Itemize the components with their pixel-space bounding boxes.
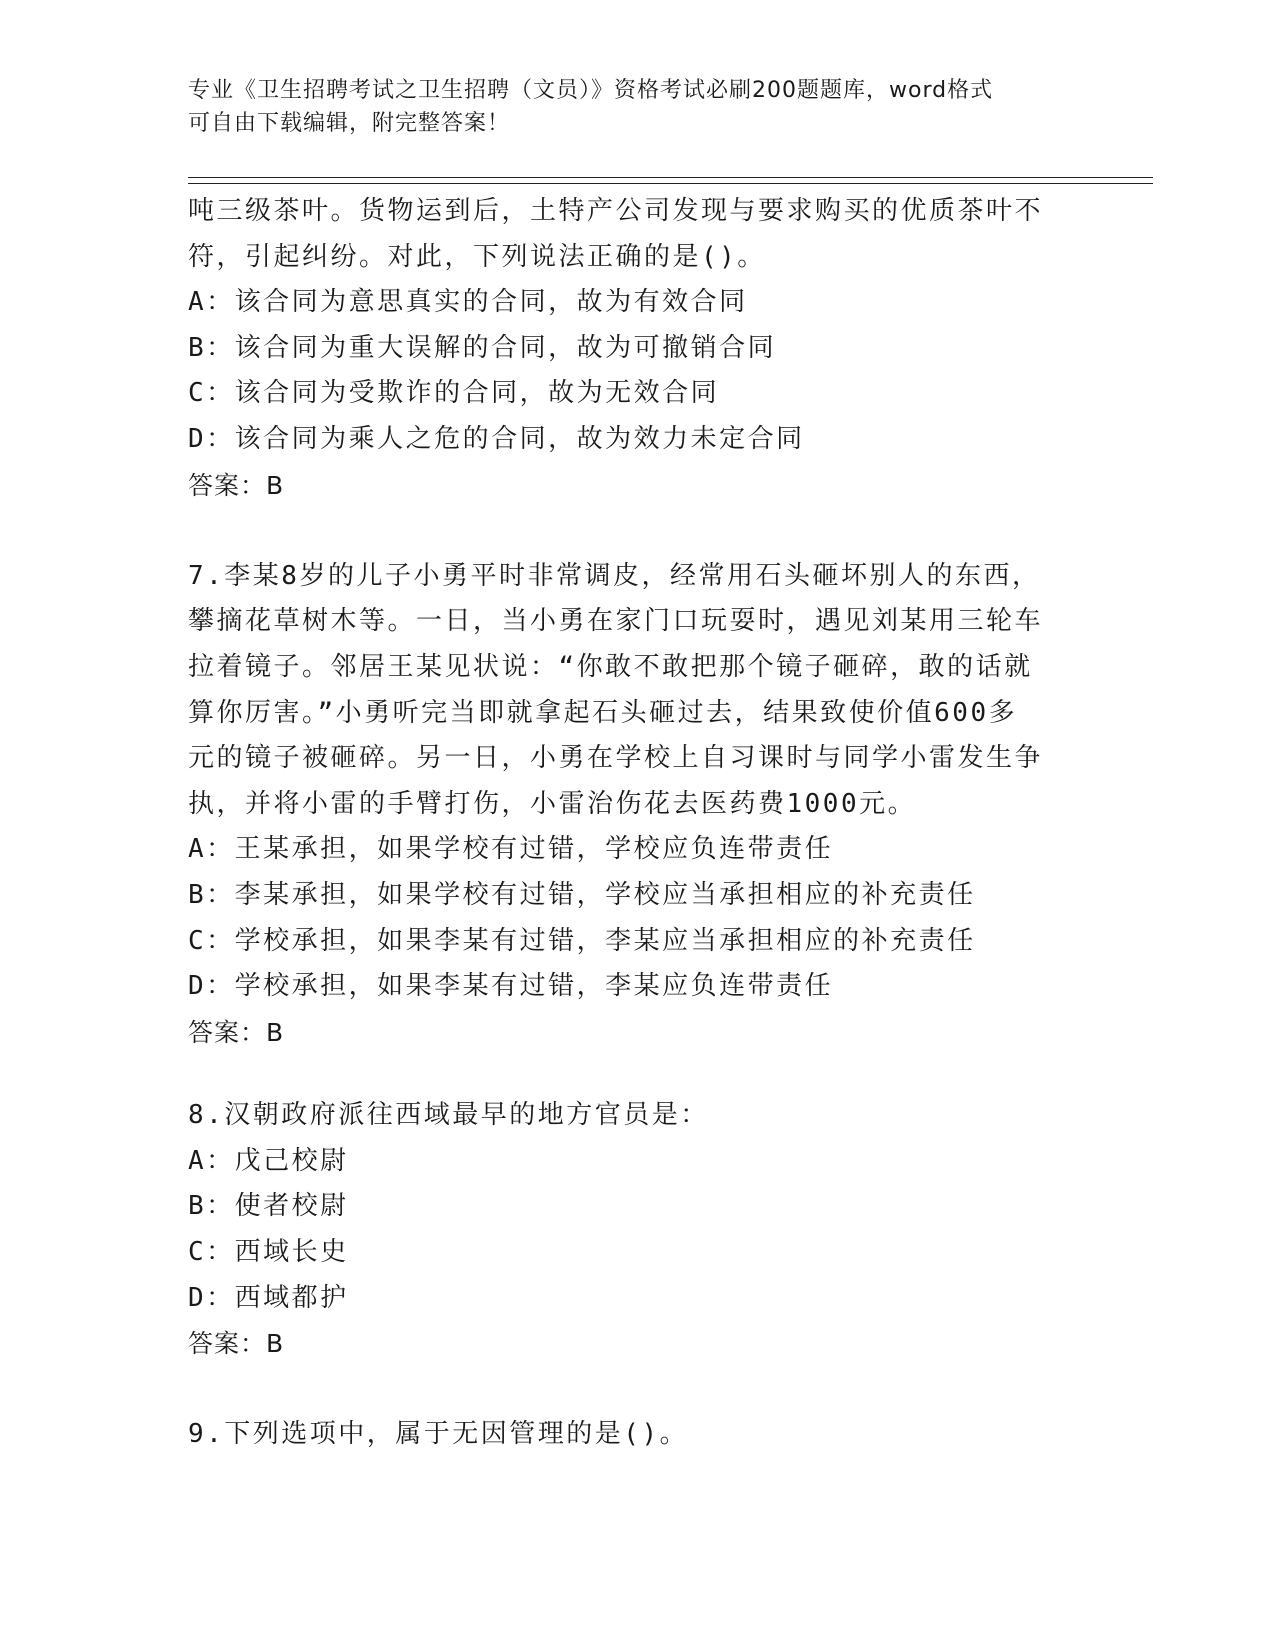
question-text-line: 算你厉害。”小勇听完当即就拿起石头砸过去，结果致使价值600多 (188, 697, 1018, 728)
question-text-line: 拉着镜子。邻居王某见状说：“你敢不敢把那个镜子砸碎，敢的话就 (188, 651, 1033, 682)
document-header (188, 74, 1088, 140)
answer-label: 答案：B (188, 1329, 285, 1359)
spacer (188, 1055, 1108, 1093)
spacer (188, 1367, 1108, 1413)
question-text-line: 元的镜子被砸碎。另一日，小勇在学校上自习课时与同学小雷发生争 (188, 743, 1044, 774)
question-text-line: 8.汉朝政府派往西域最早的地方官员是： (188, 1100, 709, 1131)
option-a: A：戊己校尉 (188, 1145, 349, 1176)
option-c: C：该合同为受欺诈的合同，故为无效合同 (188, 378, 720, 409)
answer-label: 答案：B (188, 1017, 285, 1047)
question-9 (188, 1412, 1108, 1458)
header-divider-bottom (188, 183, 1153, 184)
option-b: B：该合同为重大误解的合同，故为可撤销合同 (188, 332, 777, 363)
option-d: D：学校承担，如果李某有过错，李某应负连带责任 (188, 971, 834, 1002)
option-b: B：李某承担，如果学校有过错，学校应当承担相应的补充责任 (188, 879, 976, 910)
header-title-line-1: 专业《卫生招聘考试之卫生招聘（文员）》资格考试必刷200题题库，word格式 (188, 78, 994, 103)
option-d: D：该合同为乘人之危的合同，故为效力未定合同 (188, 423, 805, 454)
answer-label: 答案：B (188, 470, 285, 500)
option-d: D：西域都护 (188, 1282, 349, 1313)
question-text-line: 执，并将小雷的手臂打伤，小雷治伤花去医药费1000元。 (188, 788, 917, 819)
question-text-line: 符，引起纠纷。对此，下列说法正确的是()。 (188, 241, 766, 272)
header-title-line-2: 可自由下载编辑，附完整答案！ (188, 111, 511, 136)
question-text-line: 攀摘花草树木等。一日，当小勇在家门口玩耍时，遇见刘某用三轮车 (188, 606, 1044, 637)
question-8 (188, 1093, 1108, 1367)
question-text-line: 吨三级茶叶。货物运到后，土特产公司发现与要求购买的优质茶叶不 (188, 196, 1044, 226)
option-c: C：学校承担，如果李某有过错，李某应当承担相应的补充责任 (188, 925, 976, 956)
option-a: A：该合同为意思真实的合同，故为有效合同 (188, 287, 748, 318)
spacer (188, 508, 1108, 554)
option-b: B：使者校尉 (188, 1191, 349, 1222)
question-6 (188, 189, 1108, 508)
document-body (188, 189, 1108, 1458)
question-text-line: 7.李某8岁的儿子小勇平时非常调皮，经常用石头砸坏别人的东西， (188, 560, 1041, 591)
question-7 (188, 554, 1108, 1056)
option-a: A：王某承担，如果学校有过错，学校应负连带责任 (188, 834, 834, 865)
question-text-line: 9.下列选项中，属于无因管理的是()。 (188, 1419, 689, 1450)
option-c: C：西域长史 (188, 1237, 349, 1268)
header-divider-top (188, 177, 1153, 178)
